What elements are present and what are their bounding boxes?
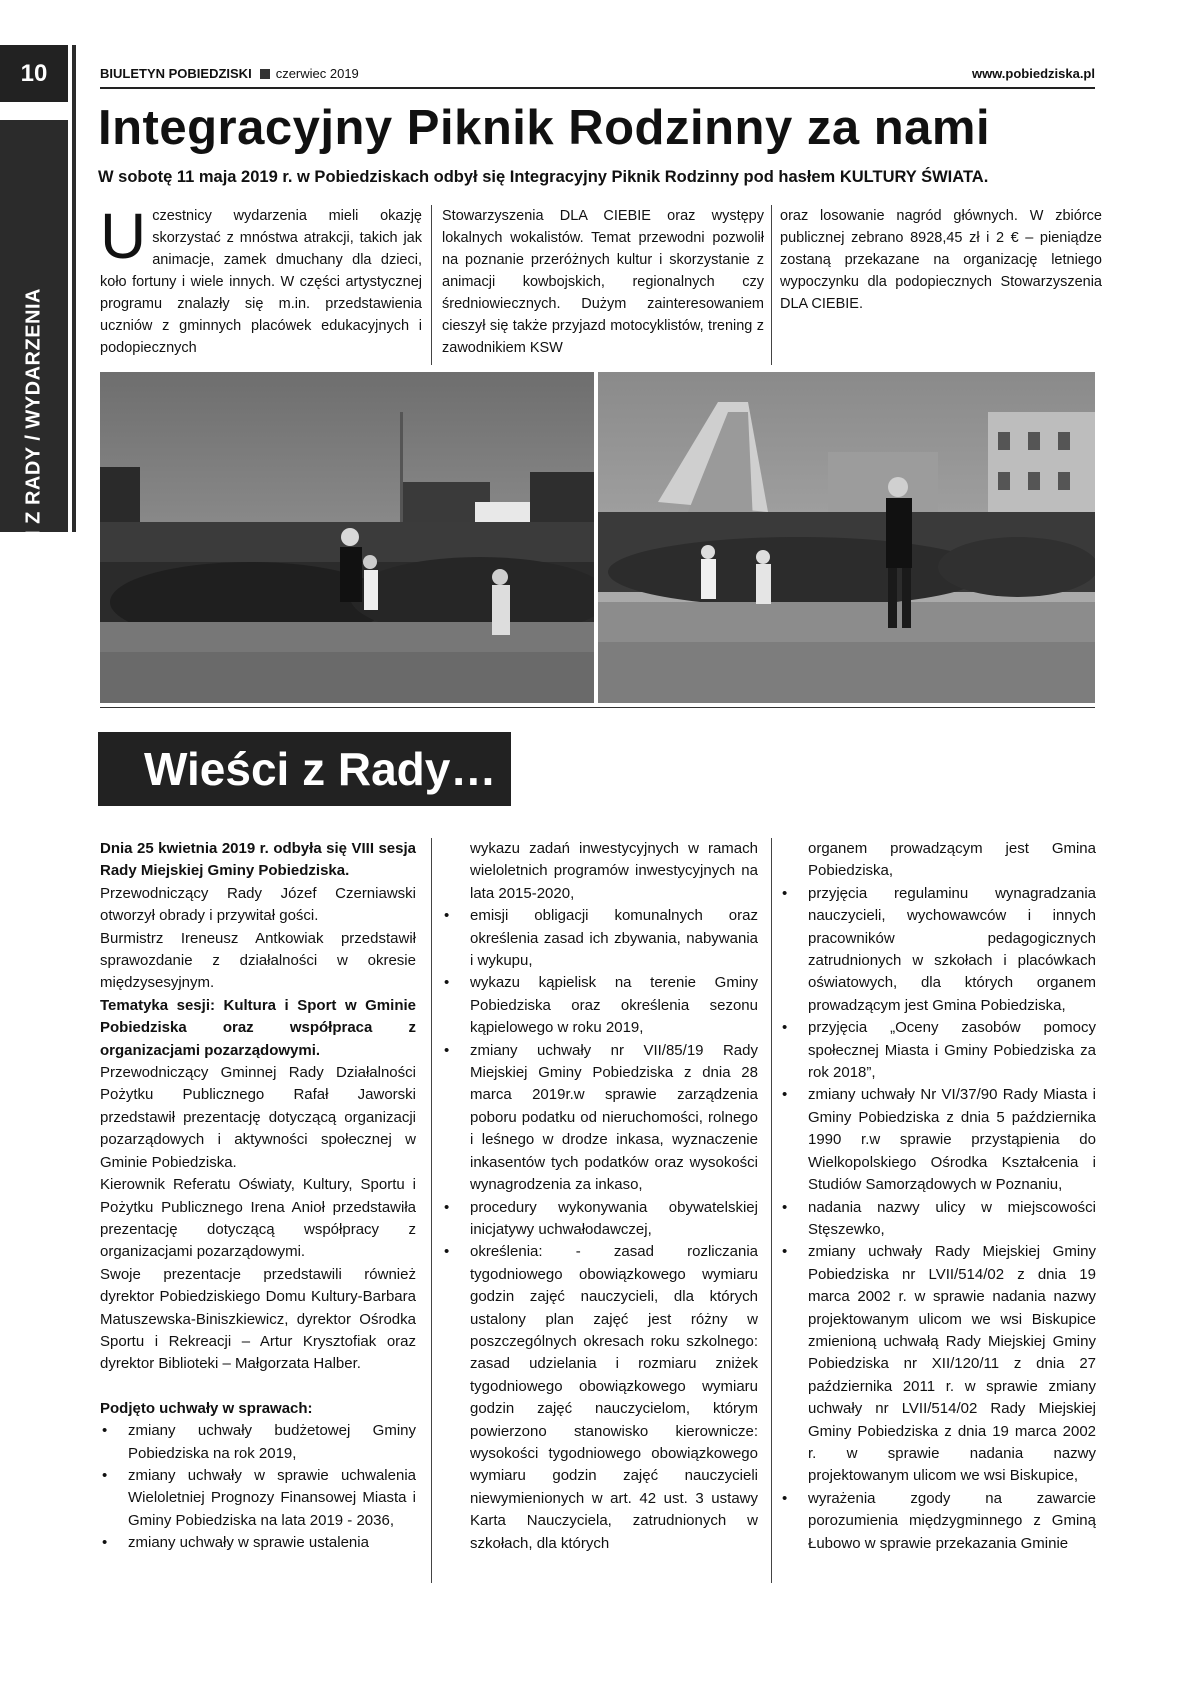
publication-name: BIULETYN POBIEDZISKI xyxy=(100,66,252,81)
list-item: • zmiany uchwały Nr VI/37/90 Rady Miasta i Gminy Pobiedziska z dnia 5 października 1990 r.w sprawie przystąpienia do Wielkopolskiego Ośrodka Kształcenia i Studiów Samorządowych w Poznaniu, xyxy=(780,1084,1096,1196)
column-divider xyxy=(771,205,772,365)
section-sidebar xyxy=(0,120,68,604)
article-column-1-text: czestnicy wydarzenia mieli okazję skorzystać z mnóstwa atrakcji, takich jak animacje, zamek dmuchany dla dzieci, koło fortuny i wiele innych. W części artystycznej programu znalazły się m.in. przedstawienia uczniów z gminnych placówek edukacyjnych i podopiecznych xyxy=(100,208,422,356)
list-item: • przyjęcia „Oceny zasobów pomocy społecznej Miasta i Gminy Pobiedziska za rok 2018”, xyxy=(780,1017,1096,1084)
article-column-1 xyxy=(100,200,422,359)
list-item: • zmiany uchwały w sprawie ustalenia xyxy=(100,1532,416,1554)
section-heading: Wieści z Rady… xyxy=(144,743,497,795)
list-item: • określenia: - zasad rozliczania tygodniowego obowiązkowego wymiaru godzin zajęć nauczycieli, dla których ustalony plan zajęć jest różny w poszczególnych okresach roku szkolnego: zasad udzielania i rozmiaru zniżek tygodniowego obowiązkowego wymiaru godzin zajęć nauczycielom, którym powierzono stanowisko kierownicze: wysokości tygodniowego obowiązkowego wymiaru godzin zajęć nauczycieli niewymienionych w art. 42 ust. 3 ustawy Karta Nauczyciela, zatrudnionych w szkołach, dla których xyxy=(442,1241,758,1555)
photo-crowd-image xyxy=(100,372,594,703)
resolutions-heading: Podjęto uchwały w sprawach: xyxy=(100,1399,313,1417)
event-photo-crowd xyxy=(100,372,594,703)
rada-paragraph: Burmistrz Ireneusz Antkowiak przedstawił sprawozdanie z działalności w okresie międzysesyjnym. xyxy=(100,929,416,992)
website-link[interactable]: www.pobiedziska.pl xyxy=(971,66,1095,81)
spacer xyxy=(100,1376,416,1398)
list-item: • wyrażenia zgody na zawarcie porozumienia międzygminnego z Gminą Łubowo w sprawie przekazania Gminie xyxy=(780,1488,1096,1555)
rada-paragraph: Przewodniczący Rady Józef Czerniawski otworzył obrady i przywitał gości. xyxy=(100,884,416,925)
list-item-continuation: organem prowadzącym jest Gmina Pobiedziska, xyxy=(808,840,1096,880)
list-item: • emisji obligacji komunalnych oraz określenia zasad ich zbywania, nabywania i wykupu, xyxy=(442,905,758,972)
column-divider xyxy=(771,838,772,1583)
photo-divider xyxy=(100,707,1095,708)
list-item: • przyjęcia regulaminu wynagradzania nauczycieli, wychowawców i innych pracowników pedagogicznych zatrudnionych w szkołach i placówkach oświatowych, dla których organem prowadzącym jest Gmina Pobiedziska, xyxy=(780,883,1096,1017)
resolutions-list-2 xyxy=(442,905,758,1555)
session-intro: Dnia 25 kwietnia 2019 r. odbyła się VIII sesja Rady Miejskiej Gminy Pobiedziska. xyxy=(100,840,416,880)
article-column-3: oraz losowanie nagród głównych. W zbiórce publicznej zebrano 8928,45 zł i 2 € – pieniądze zostaną przekazane na organizację letniego wypoczynku dla podopiecznych Stowarzyszenia DLA CIEBIE. xyxy=(780,208,1102,312)
rada-column-2 xyxy=(442,838,758,1555)
article-column-2: Stowarzyszenia DLA CIEBIE oraz występy lokalnych wokalistów. Temat przewodni pozwolił na poznanie przeróżnych kultur i skorzystanie z animacji kowbojskich, regionalnych czy średniowiecznych. Dużym zainteresowaniem cieszył się także przyjazd motocyklistów, trening z zawodnikiem KSW xyxy=(442,208,764,356)
event-photo-kids xyxy=(598,372,1095,703)
section-tab-label: WIEŚCI Z RADY / WYDARZENIA xyxy=(22,288,45,604)
section-heading-banner xyxy=(98,732,511,806)
column-divider xyxy=(431,838,432,1583)
rada-paragraph: Swoje prezentacje przedstawili również dyrektor Pobiedziskiego Domu Kultury-Barbara Matuszewska-Biniszkiewicz, dyrektor Ośrodka Sportu i Rekreacji – Artur Krysztofiak oraz dyrektor Biblioteki – Małgorzata Halber. xyxy=(100,1265,416,1373)
list-item: • zmiany uchwały Rady Miejskiej Gminy Pobiedziska nr LVII/514/02 z dnia 19 marca 2002 r. w sprawie nadania nazwy projektowanym ulicom we wsi Biskupice zmienioną uchwałą Rady Miejskiej Gminy Pobiedziska nr XII/120/11 z dnia 27 października 2011 r. w sprawie zmiany uchwały nr LVII/514/02 Rady Miejskiej Gminy Pobiedziska z dnia 19 marca 2002 r. w sprawie nadania nazwy projektowanym ulicom we wsi Biskupice, xyxy=(780,1241,1096,1487)
issue-date: czerwiec 2019 xyxy=(275,66,359,81)
list-item: • zmiany uchwały budżetowej Gminy Pobiedziska na rok 2019, xyxy=(100,1420,416,1465)
resolutions-list-1 xyxy=(100,1420,416,1554)
photo-kids-image xyxy=(598,372,1095,703)
list-item: • zmiany uchwały w sprawie uchwalenia Wieloletniej Prognozy Finansowej Miasta i Gminy Pobiedziska na lata 2019 - 2036, xyxy=(100,1465,416,1532)
rada-column-3 xyxy=(780,838,1096,1555)
rada-paragraph: Kierownik Referatu Oświaty, Kultury, Sportu i Pożytku Publicznego Irena Anioł przedstawiła prezentację dotyczącą współpracy z organizacjami pozarządowymi. xyxy=(100,1176,416,1261)
list-item: • wykazu kąpielisk na terenie Gminy Pobiedziska oraz określenia sezonu kąpielowego w roku 2019, xyxy=(442,972,758,1039)
page-header xyxy=(100,66,1095,84)
page-number: 10 xyxy=(0,45,68,102)
header-left xyxy=(100,66,359,81)
article-lead: W sobotę 11 maja 2019 r. w Pobiedziskach odbył się Integracyjny Piknik Rodzinny pod hasłem KULTURY ŚWIATA. xyxy=(98,168,989,186)
list-item: • nadania nazwy ulicy w miejscowości Stęszewko, xyxy=(780,1197,1096,1242)
list-item: • zmiany uchwały nr VII/85/19 Rady Miejskiej Gminy Pobiedziska z dnia 28 marca 2019r.w sprawie zarządzenia poboru podatku od nieruchomości, rolnego i leśnego w drodze inkasa, wyznaczenie inkasentów tych podatków oraz wysokości wynagrodzenia za inkaso, xyxy=(442,1040,758,1197)
article-title: Integracyjny Piknik Rodzinny za nami xyxy=(98,101,991,155)
column-divider xyxy=(431,205,432,365)
rada-paragraph: Przewodniczący Gminnej Rady Działalności Pożytku Publicznego Rafał Jaworski przedstawił prezentację dotyczącą organizacji pozarządowych i aktywności społecznej w Gminie Pobiedziska. xyxy=(100,1064,416,1171)
resolutions-list-3 xyxy=(780,883,1096,1555)
separator-square-icon xyxy=(260,69,270,79)
list-item: • procedury wykonywania obywatelskiej inicjatywy uchwałodawczej, xyxy=(442,1197,758,1242)
sidebar-rule xyxy=(72,45,76,532)
session-theme: Tematyka sesji: Kultura i Sport w Gminie Pobiedziska oraz współpraca z organizacjami pozarządowymi. xyxy=(100,996,416,1059)
list-item-continuation: wykazu zadań inwestycyjnych w ramach wieloletnich programów inwestycyjnych na lata 2015-2020, xyxy=(470,840,758,902)
header-divider xyxy=(100,87,1095,89)
drop-cap: U xyxy=(100,200,147,272)
rada-column-1 xyxy=(100,838,416,1555)
